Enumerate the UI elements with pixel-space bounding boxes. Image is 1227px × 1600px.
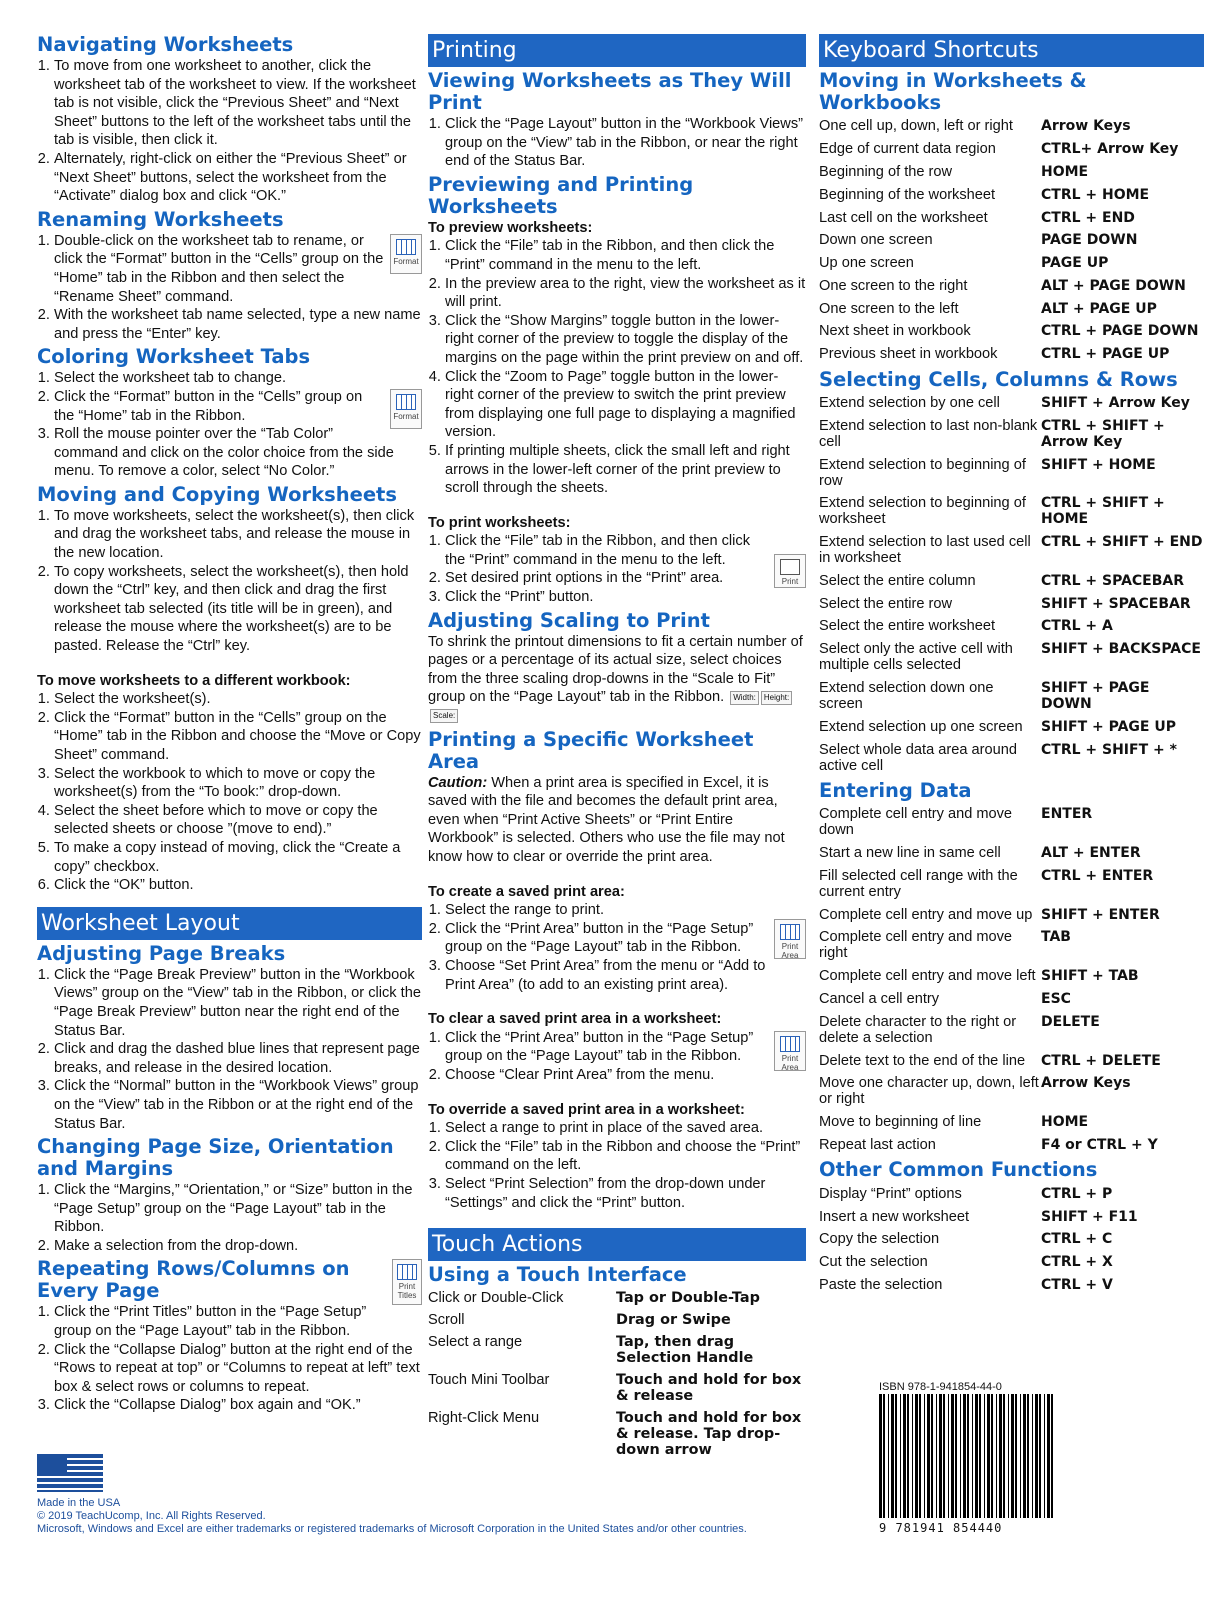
move-list [37, 507, 422, 656]
override-subtitle: To override a saved print area in a worksheet: [428, 1101, 745, 1118]
shortcut-keys: ALT + PAGE UP [1041, 300, 1157, 317]
list-item: 2. Make a selection from the drop-down. [54, 1237, 422, 1256]
list-item: 3. Select “Print Selection” from the drop-down under “Settings” and click the “Print” button. [445, 1175, 806, 1212]
list-item: 1. Click the “Page Layout” button in the “Workbook Views” group on the “View” tab in the Ribbon, or near the right end of the Status Bar. [445, 115, 806, 171]
barcode-bar [927, 1394, 930, 1518]
shortcut-description: Last cell on the worksheet [819, 209, 988, 226]
shortcut-keys: ESC [1041, 991, 1071, 1008]
touch-gesture: Touch and hold for box & release. Tap drop-down arrow [616, 1410, 802, 1459]
barcode-bar [931, 1394, 933, 1518]
shortcut-keys: CTRL + END [1041, 209, 1135, 226]
shortcut-description: Down one screen [819, 232, 933, 249]
shortcut-description: Select the entire row [819, 595, 953, 612]
list-item: 1. Select the worksheet tab to change. [54, 369, 422, 388]
print-list [428, 532, 806, 606]
barcode-bar [915, 1394, 918, 1518]
barcode-bar [924, 1394, 925, 1518]
nav-title: Navigating Worksheets [37, 33, 294, 56]
barcode-bar [1015, 1394, 1017, 1518]
barcode-bar [999, 1394, 1002, 1518]
barcode-bar [967, 1394, 969, 1518]
barcode-bar [1023, 1394, 1026, 1518]
shortcut-description: Edge of current data region [819, 141, 996, 158]
barcode-bar [900, 1394, 901, 1518]
shortcut-description: Copy the selection [819, 1231, 940, 1248]
list-item: 1. To move worksheets, select the worksheet(s), then click and drag the worksheet tabs, and release the mouse in the new location. [54, 507, 422, 563]
list-item: 5. If printing multiple sheets, click the small left and right arrows in the lower-left corner of the print preview to scroll through the sheets. [445, 442, 806, 498]
shortcut-description: Select whole data area around active cell [819, 741, 1017, 774]
list-item: 2. Choose “Clear Print Area” from the menu. [445, 1066, 806, 1085]
list-item: 3. Click the “Show Margins” toggle button in the lower-right corner of the preview to toggle the display of the margins on the page within the print preview on and off. [445, 312, 806, 368]
barcode-bar [1035, 1394, 1038, 1518]
touch-action: Touch Mini Toolbar [428, 1372, 550, 1389]
select-shortcuts [819, 392, 1204, 777]
shortcut-keys: DELETE [1041, 1013, 1100, 1030]
area-title: Printing a Specific Worksheet Area [428, 727, 754, 773]
touch-gesture: Tap or Double-Tap [616, 1290, 760, 1307]
barcode-bar [972, 1394, 973, 1518]
print-area-icon: Print Area [774, 1031, 806, 1071]
touch-gesture: Touch and hold for box & release [616, 1372, 802, 1405]
barcode-bar [1011, 1394, 1014, 1518]
list-item: 1. Click the “Margins,” “Orientation,” or “Size” button in the “Page Setup” group on the “Page Layout” tab in the Ribbon. [54, 1181, 422, 1237]
shortcut-keys: ALT + ENTER [1041, 845, 1141, 862]
list-item: 5. To make a copy instead of moving, click the “Create a copy” checkbox. [54, 839, 422, 876]
printing-header: Printing [428, 34, 806, 67]
touch-gesture: Tap, then drag Selection Handle [616, 1334, 754, 1367]
isbn-text: ISBN 978-1-941854-44-0 [879, 1381, 1002, 1393]
list-item: 1. Double-click on the worksheet tab to rename, or click the “Format” button in the “Cells” group on the “Home” tab in the Ribbon and then select the “Rename Sheet” command. [54, 232, 422, 306]
shortcut-description: Extend selection by one cell [819, 394, 1000, 411]
barcode-bar [1039, 1394, 1041, 1518]
shortcut-keys: Arrow Keys [1041, 1075, 1131, 1092]
list-item: 1. Click the “Print Titles” button in the “Page Setup” group on the “Page Layout” tab in the Ribbon. [54, 1303, 422, 1340]
shortcut-keys: ENTER [1041, 806, 1093, 823]
column-left [37, 34, 422, 1415]
trademark: Microsoft, Windows and Excel are either trademarks or registered trademarks of Microsoft Corporation in the United States and/or other countries. [37, 1523, 747, 1535]
shortcut-keys: CTRL + SHIFT + END [1041, 534, 1203, 551]
touch-action: Right-Click Menu [428, 1410, 540, 1427]
scale-text: To shrink the printout dimensions to fit a certain number of pages or a percentage of its actual size, select choices from the three scaling drop-downs in the “Scale to Fit” group on the “Page Layout” tab in the Ribbon. Width: Height:Scale: [428, 633, 806, 726]
repeat-title: Repeating Rows/Columns on Every Page [37, 1257, 350, 1303]
list-item: 1. Click the “File” tab in the Ribbon, and then click the “Print” command in the menu to the left. [445, 532, 806, 569]
list-item: 2. Click and drag the dashed blue lines that represent page breaks, and release in the desired location. [54, 1040, 422, 1077]
scale-control: Scale: [430, 709, 458, 723]
barcode-bar [907, 1394, 909, 1518]
shortcut-description: Move one character up, down, left or right [819, 1075, 1039, 1108]
column-right [819, 34, 1204, 1296]
shortcut-description: Start a new line in same cell [819, 845, 1001, 862]
shortcut-description: One screen to the right [819, 277, 968, 294]
list-item: 1. To move from one worksheet to another, click the worksheet tab of the worksheet to view. If the worksheet tab is not visible, click the “Previous Sheet” and “Next Sheet” buttons to the left of the worksheet tabs until the tab is visible, then click it. [54, 57, 422, 150]
list-item: 3. Click the “Print” button. [445, 588, 806, 607]
moving-title: Moving in Worksheets & Workbooks [819, 69, 1087, 114]
print-titles-icon: Print Titles [392, 1259, 422, 1305]
list-item: 2. Click the “Format” button in the “Cells” group on the “Home” tab in the Ribbon and choose the “Move or Copy Sheet” command. [54, 709, 422, 765]
barcode-bar [1032, 1394, 1033, 1518]
barcode-bar [919, 1394, 921, 1518]
shortcut-description: Select the entire column [819, 572, 976, 589]
shortcut-keys: CTRL + C [1041, 1231, 1113, 1248]
shortcut-description: Select the entire worksheet [819, 618, 996, 635]
copyright: © 2019 TeachUcomp, Inc. All Rights Reserved. [37, 1510, 266, 1522]
list-item: 2. To copy worksheets, select the worksheet(s), then hold down the “Ctrl” key, and then click and drag the first worksheet tab selected (its title will be in green), and release the mouse where the worksheet(s) are to be pasted. Release the “Ctrl” key. [54, 563, 422, 656]
shortcut-description: Display “Print” options [819, 1185, 962, 1202]
list-item: 1. Click the “Print Area” button in the “Page Setup” group on the “Page Layout” tab in the Ribbon. [445, 1029, 806, 1066]
shortcut-keys: SHIFT + F11 [1041, 1208, 1138, 1225]
barcode-bar [939, 1394, 942, 1518]
shortcut-description: Delete text to the end of the line [819, 1052, 1026, 1069]
shortcut-keys: Arrow Keys [1041, 118, 1131, 135]
shortcut-keys: CTRL + SHIFT + HOME [1041, 495, 1165, 528]
shortcut-description: Complete cell entry and move left [819, 968, 1036, 985]
shortcut-description: Move to beginning of line [819, 1114, 982, 1131]
shortcut-keys: CTRL + SPACEBAR [1041, 572, 1185, 589]
enter-shortcuts [819, 803, 1204, 1156]
format-button-icon: Format [390, 389, 422, 429]
move-title: Moving and Copying Worksheets [37, 482, 397, 506]
barcode-bar [891, 1394, 894, 1518]
override-list [428, 1119, 806, 1212]
barcode-bar [1003, 1394, 1005, 1518]
clear-subtitle: To clear a saved print area in a worksheet: [428, 1011, 722, 1028]
create-list [428, 901, 806, 994]
shortcut-description: Complete cell entry and move down [819, 806, 1013, 839]
size-list [37, 1181, 422, 1255]
list-item: 1. Click the “Page Break Preview” button in the “Workbook Views” group on the “View” tab in the Ribbon, or click the “Page Break Preview” button near the right end of the Status Bar. [54, 966, 422, 1040]
shortcut-keys: CTRL + HOME [1041, 186, 1150, 203]
barcode-bar [948, 1394, 949, 1518]
keyboard-header: Keyboard Shortcuts [819, 34, 1204, 67]
shortcut-description: Beginning of the worksheet [819, 186, 996, 203]
column-middle [428, 34, 806, 1461]
list-item: 1. Select the range to print. [445, 901, 806, 920]
touch-gesture: Drag or Swipe [616, 1312, 731, 1329]
list-item: 2. Set desired print options in the “Print” area. [445, 569, 806, 588]
shortcut-keys: SHIFT + TAB [1041, 968, 1139, 985]
barcode-bar [963, 1394, 966, 1518]
list-item: 2. Click the “Collapse Dialog” button at the right end of the “Rows to repeat at top” or “Columns to repeat at left” text box & select rows or columns to repeat. [54, 1341, 422, 1397]
list-item: 6. Click the “OK” button. [54, 876, 422, 895]
shortcut-keys: HOME [1041, 163, 1089, 180]
shortcut-keys: SHIFT + HOME [1041, 456, 1156, 473]
breaks-title: Adjusting Page Breaks [37, 941, 286, 965]
shortcut-description: Extend selection to beginning of row [819, 456, 1026, 489]
shortcut-keys: SHIFT + ENTER [1041, 906, 1160, 923]
format-button-icon: Format [390, 234, 422, 274]
shortcut-description: Extend selection down one screen [819, 680, 994, 713]
list-item: 4. Select the sheet before which to move or copy the selected sheets or choose ”(move to end).” [54, 802, 422, 839]
barcode-bar [975, 1394, 978, 1518]
shortcut-keys: SHIFT + Arrow Key [1041, 394, 1190, 411]
list-item: 1. Click the “File” tab in the Ribbon, and then click the “Print” command in the menu to the left. [445, 237, 806, 274]
barcode-bar [936, 1394, 937, 1518]
preview-subtitle: To preview worksheets: [428, 219, 593, 236]
breaks-list [37, 966, 422, 1133]
barcode-bar [912, 1394, 913, 1518]
shortcut-description: Extend selection to beginning of worksheet [819, 495, 1026, 528]
preview-list [428, 237, 806, 497]
width-control: Width: [730, 691, 759, 705]
barcode-bar [879, 1394, 882, 1518]
print-area-icon: Print Area [774, 919, 806, 959]
shortcut-keys: SHIFT + PAGE UP [1041, 718, 1176, 735]
shortcut-keys: ALT + PAGE DOWN [1041, 277, 1186, 294]
shortcut-description: Previous sheet in workbook [819, 346, 998, 363]
view-list [428, 115, 806, 171]
shortcut-keys: HOME [1041, 1114, 1089, 1131]
shortcut-description: Delete character to the right or delete a selection [819, 1013, 1017, 1046]
barcode-digits: 9 781941 854440 [879, 1521, 1003, 1535]
print-button-icon: Print [774, 554, 806, 588]
shortcut-description: Cancel a cell entry [819, 991, 940, 1008]
barcode-bar [1044, 1394, 1045, 1518]
shortcut-keys: PAGE UP [1041, 255, 1109, 272]
shortcut-keys: SHIFT + PAGE DOWN [1041, 680, 1150, 713]
list-item: 2. Click the “File” tab in the Ribbon and choose the “Print” command on the left. [445, 1138, 806, 1175]
shortcut-keys: CTRL + DELETE [1041, 1052, 1161, 1069]
shortcut-keys: SHIFT + SPACEBAR [1041, 595, 1191, 612]
clear-list [428, 1029, 806, 1085]
barcode-bar [960, 1394, 961, 1518]
list-item: 2. With the worksheet tab name selected, type a new name and press the “Enter” key. [54, 306, 422, 343]
other-shortcuts [819, 1182, 1204, 1296]
shortcut-description: Paste the selection [819, 1276, 943, 1293]
shortcut-description: Extend selection up one screen [819, 718, 1023, 735]
shortcut-keys: SHIFT + BACKSPACE [1041, 641, 1201, 658]
barcode [879, 1394, 1055, 1518]
barcode-bar [984, 1394, 985, 1518]
shortcut-description: Cut the selection [819, 1254, 928, 1271]
shortcut-keys: CTRL + PAGE DOWN [1041, 323, 1199, 340]
barcode-bar [943, 1394, 945, 1518]
barcode-bar [955, 1394, 957, 1518]
layout-header: Worksheet Layout [37, 907, 422, 940]
list-item: 3. Roll the mouse pointer over the “Tab Color” command and click on the color choice from the side menu. To remove a color, select “No Color.” [54, 425, 422, 481]
create-subtitle: To create a saved print area: [428, 883, 625, 900]
height-control: Height: [761, 691, 792, 705]
shortcut-description: One screen to the left [819, 300, 959, 317]
shortcut-description: Extend selection to last used cell in worksheet [819, 534, 1031, 567]
touch-action: Select a range [428, 1334, 523, 1351]
barcode-bar [1027, 1394, 1029, 1518]
nav-list [37, 57, 422, 206]
barcode-bar [1020, 1394, 1021, 1518]
shortcut-description: Fill selected cell range with the current entry [819, 867, 1018, 900]
list-item: 2. In the preview area to the right, view the worksheet as it will print. [445, 275, 806, 312]
barcode-bar [996, 1394, 997, 1518]
shortcut-description: Repeat last action [819, 1136, 936, 1153]
rename-list [37, 232, 422, 344]
shortcut-keys: CTRL + V [1041, 1276, 1113, 1293]
shortcut-description: Up one screen [819, 255, 914, 272]
list-item: 3. Choose “Set Print Area” from the menu or “Add to Print Area” (to add to an existing print area). [445, 957, 806, 994]
preview-title: Previewing and Printing Worksheets [428, 172, 694, 218]
barcode-bar [895, 1394, 897, 1518]
barcode-bar [883, 1394, 885, 1518]
shortcut-description: One cell up, down, left or right [819, 118, 1013, 135]
shortcut-keys: CTRL + ENTER [1041, 867, 1154, 884]
color-list [37, 369, 422, 481]
list-item: 3. Click the “Collapse Dialog” box again and “OK.” [54, 1396, 422, 1415]
scale-title: Adjusting Scaling to Print [428, 608, 710, 632]
shortcut-keys: CTRL + X [1041, 1254, 1113, 1271]
made-in-usa: Made in the USA [37, 1497, 121, 1509]
rename-title: Renaming Worksheets [37, 207, 284, 231]
barcode-bar [1051, 1394, 1053, 1518]
shortcut-keys: F4 or CTRL + Y [1041, 1136, 1158, 1153]
touch-action: Click or Double-Click [428, 1290, 564, 1307]
other-title: Other Common Functions [819, 1158, 1098, 1182]
repeat-list [37, 1303, 422, 1415]
moving-shortcuts [819, 115, 1204, 366]
list-item: 2. Click the “Format” button in the “Cells” group on the “Home” tab in the Ribbon. [54, 388, 422, 425]
shortcut-keys: PAGE DOWN [1041, 232, 1138, 249]
shortcut-keys: CTRL + SHIFT + Arrow Key [1041, 417, 1165, 450]
barcode-bar [979, 1394, 981, 1518]
shortcut-description: Complete cell entry and move right [819, 929, 1013, 962]
barcode-bar [1047, 1394, 1050, 1518]
select-title: Selecting Cells, Columns & Rows [819, 367, 1178, 391]
barcode-bar [1008, 1394, 1009, 1518]
shortcut-description: Select only the active cell with multiple cells selected [819, 641, 1013, 674]
list-item: 1. Select a range to print in place of the saved area. [445, 1119, 806, 1138]
list-item: 4. Click the “Zoom to Page” toggle button in the lower-right corner of the preview to switch the print preview from displaying one full page to displaying a magnified version. [445, 368, 806, 442]
shortcut-keys: CTRL + P [1041, 1185, 1113, 1202]
touch-title: Using a Touch Interface [428, 1263, 687, 1287]
list-item: 1. Select the worksheet(s). [54, 690, 422, 709]
shortcut-description: Complete cell entry and move up [819, 906, 1033, 923]
view-title: Viewing Worksheets as They Will Print [428, 69, 792, 114]
color-title: Coloring Worksheet Tabs [37, 345, 311, 369]
shortcut-keys: CTRL + SHIFT + * [1041, 741, 1177, 758]
shortcut-keys: CTRL + PAGE UP [1041, 346, 1170, 363]
shortcut-description: Beginning of the row [819, 163, 953, 180]
list-item: 3. Select the workbook to which to move or copy the worksheet(s) from the “To book:” drop-down. [54, 765, 422, 802]
shortcut-description: Insert a new worksheet [819, 1208, 970, 1225]
list-item: 3. Click the “Normal” button in the “Workbook Views” group on the “View” tab in the Ribbon or at the right end of the Status Bar. [54, 1077, 422, 1133]
shortcut-description: Next sheet in workbook [819, 323, 971, 340]
touch-table [428, 1287, 806, 1461]
shortcut-keys: CTRL+ Arrow Key [1041, 141, 1179, 158]
list-item: 2. Alternately, right-click on either the “Previous Sheet” or “Next Sheet” buttons, select the worksheet from the “Activate” dialog box and click “OK.” [54, 150, 422, 206]
list-item: 2. Click the “Print Area” button in the “Page Setup” group on the “Page Layout” tab in the Ribbon. [445, 920, 806, 957]
area-caution: Caution: When a print area is specified in Excel, it is saved with the file and becomes the default print area, even when “Print Active Sheets” or “Print Entire Workbook” is selected. Others who use the file may not know how to clear or override the print area. [428, 774, 785, 865]
flag-canton [37, 1454, 67, 1472]
move-workbook-list [37, 690, 422, 895]
barcode-bar [991, 1394, 993, 1518]
shortcut-description: Extend selection to last non-blank cell [819, 417, 1038, 450]
size-title: Changing Page Size, Orientation and Margins [37, 1135, 394, 1181]
touch-header: Touch Actions [428, 1228, 806, 1261]
enter-title: Entering Data [819, 778, 972, 802]
barcode-bar [987, 1394, 990, 1518]
touch-action: Scroll [428, 1312, 465, 1329]
shortcut-keys: CTRL + A [1041, 618, 1113, 635]
barcode-bar [903, 1394, 906, 1518]
shortcut-keys: TAB [1041, 929, 1071, 946]
print-subtitle: To print worksheets: [428, 514, 571, 531]
barcode-bar [888, 1394, 889, 1518]
move-workbook-subtitle: To move worksheets to a different workbook: [37, 672, 351, 689]
barcode-bar [951, 1394, 954, 1518]
